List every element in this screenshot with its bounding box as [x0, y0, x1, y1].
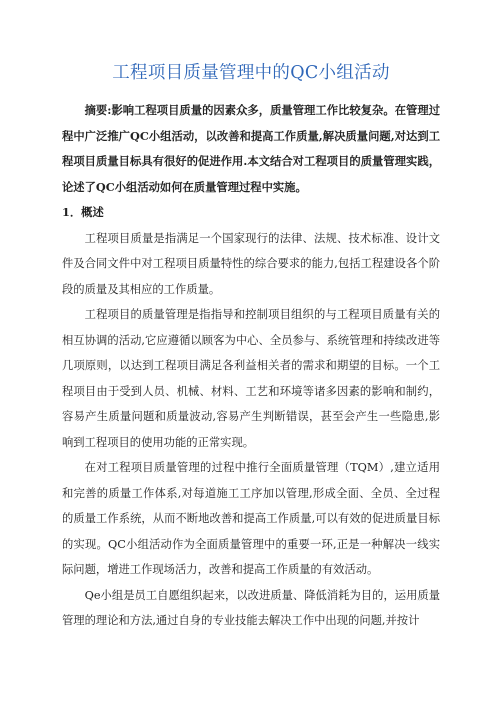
section-heading-overview: 1．概述	[62, 205, 104, 219]
body-paragraph: Qe小组是员工自愿组织起来，以改进质量、降低消耗为目的，运用质量管理的理论和方法,通过自身的专业技能去解决工作中出现的问题,并按计	[62, 588, 440, 627]
document-title: 工程项目质量管理中的QC小组活动	[112, 63, 390, 83]
body-paragraph: 在对工程项目质量管理的过程中推行全面质量管理（TQM）,建立适用和完善的质量工作体系,对每道施工工序加以管理,形成全面、全员、全过程的质量工作系统，从而不断地改善和提高工作质量,可以有效的促进质量目标的实现。QC小组活动作为全面质量管理中的重要一环,正是一种解决一线实际问题，增进工作现场活力，改善和提高工作质量的有效活动。	[62, 461, 440, 576]
body-paragraph: 工程项目质量是指满足一个国家现行的法律、法规、技术标准、设计文件及合同文件中对工程项目质量特性的综合要求的能力,包括工程建设各个阶段的质量及其相应的工作质量。	[62, 231, 440, 296]
abstract-paragraph: 摘要:影响工程项目质量的因素众多，质量管理工作比较复杂。在管理过程中广泛推广QC小组活动，以改善和提高工作质量,解决质量问题,对达到工程项目质量目标具有很好的促进作用.本文结合对工程项目的质量管理实践，论述了QC小组活动如何在质量管理过程中实施。	[62, 103, 440, 194]
body-paragraph: 工程项目的质量管理是指指导和控制项目组织的与工程项目质量有关的相互协调的活动,它应遵循以顾客为中心、全员参与、系统管理和持续改进等几项原则，以达到工程项目满足各利益相关者的需求和期望的目标。一个工程项目由于受到人员、机械、材料、工艺和环境等诸多因素的影响和制约，容易产生质量问题和质量波动,容易产生判断错误，甚至会产生一些隐患,影响到工程项目的使用功能的正常实现。	[62, 308, 440, 449]
